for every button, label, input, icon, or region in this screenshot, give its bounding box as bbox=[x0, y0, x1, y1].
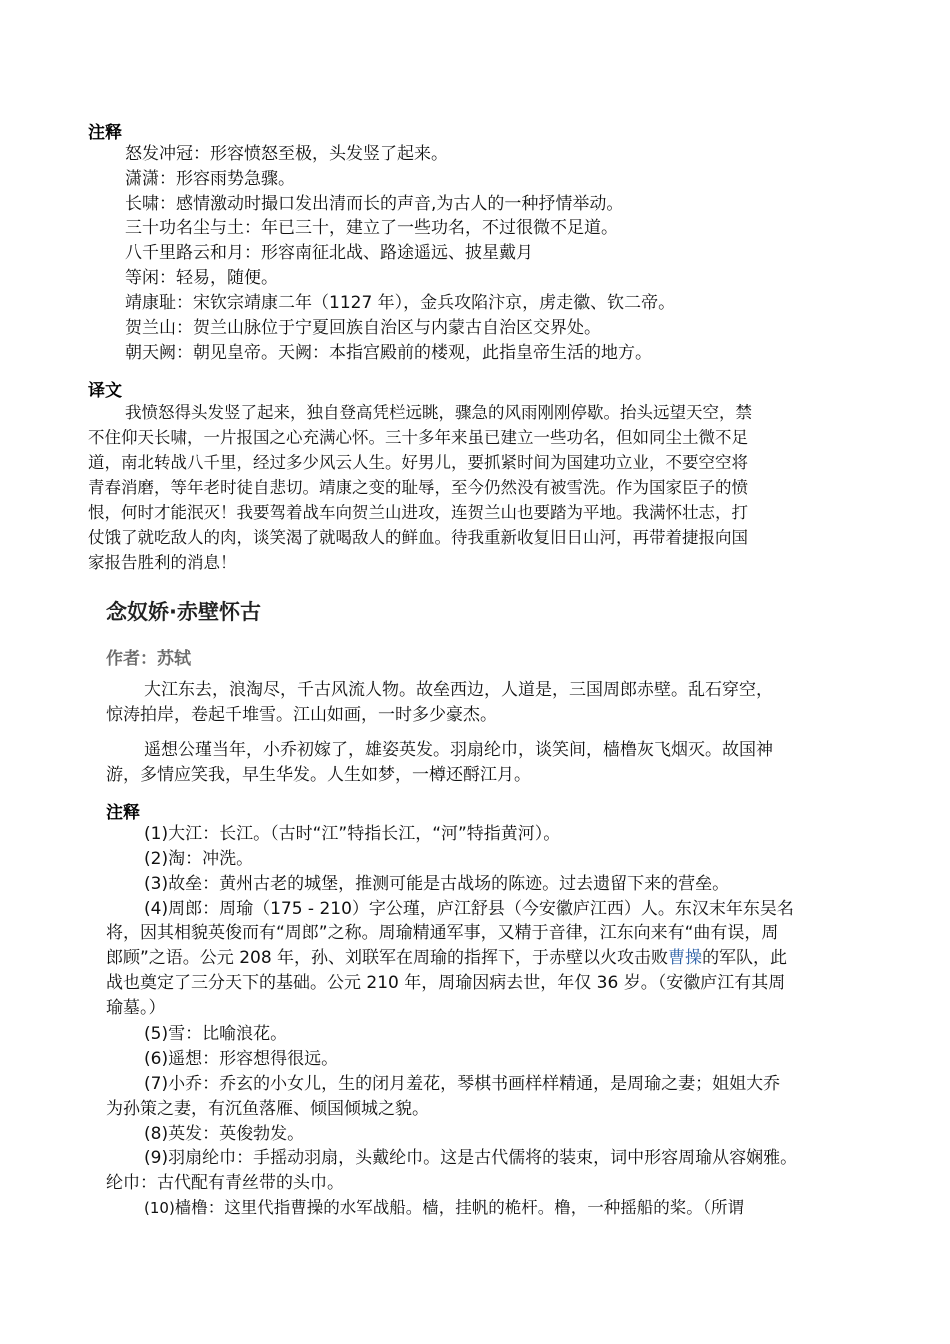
translation-line: 道，南北转战八千里，经过多少风云人生。好男儿，要抓紧时间为国建功立业，不要空空将 bbox=[88, 453, 748, 472]
note-line: (8)英发：英俊勃发。 bbox=[144, 1124, 305, 1144]
note-line: 怒发冲冠：形容愤怒至极，头发竖了起来。 bbox=[125, 144, 448, 164]
poem-line: 遥想公瑾当年，小乔初嫁了，雄姿英发。羽扇纶巾，谈笑间，樯橹灰飞烟灭。故国神 bbox=[144, 740, 773, 760]
translation-line: 仗饿了就吃敌人的肉，谈笑渴了就喝敌人的鲜血。待我重新收复旧日山河，再带着捷报向国 bbox=[88, 528, 748, 547]
note-line: 战也奠定了三分天下的基础。公元 210 年，周瑜因病去世，年仅 36 岁。（安徽庐江有其周 bbox=[106, 973, 786, 993]
note-line: 潇潇：形容雨势急骤。 bbox=[125, 169, 295, 189]
note-line bbox=[106, 946, 787, 970]
note-line: (2)淘：冲洗。 bbox=[144, 849, 254, 869]
translation-heading: 译文 bbox=[88, 381, 122, 401]
note-line: 等闲：轻易，随便。 bbox=[125, 268, 278, 288]
note-line: 为孙策之妻，有沉鱼落雁、倾国倾城之貌。 bbox=[106, 1099, 429, 1119]
note-line: 靖康耻：宋钦宗靖康二年（1127 年），金兵攻陷汴京，虏走徽、钦二帝。 bbox=[125, 293, 676, 313]
poem-line: 大江东去，浪淘尽，千古风流人物。故垒西边，人道是，三国周郎赤壁。乱石穿空， bbox=[144, 680, 773, 700]
note-line: 贺兰山：贺兰山脉位于宁夏回族自治区与内蒙古自治区交界处。 bbox=[125, 318, 601, 338]
translation-line: 家报告胜利的消息！ bbox=[88, 553, 237, 572]
note-line: 将，因其相貌英俊而有“周郎”之称。周瑜精通军事，又精于音律，江东向来有“曲有误，周 bbox=[106, 923, 779, 943]
note-text: 的军队，此 bbox=[702, 948, 788, 968]
translation-line: 青春消磨，等年老时徒自悲切。靖康之变的耻辱，至今仍然没有被雪洗。作为国家臣子的愤 bbox=[88, 478, 748, 497]
translation-line: 不住仰天长啸，一片报国之心充满心怀。三十多年来虽已建立一些功名，但如同尘土微不足 bbox=[88, 428, 748, 447]
note-line: (1)大江：长江。（古时“江”特指长江，“河”特指黄河）。 bbox=[144, 824, 561, 844]
note-line: (5)雪：比喻浪花。 bbox=[144, 1024, 288, 1044]
translation-line: 我愤怒得头发竖了起来，独自登高凭栏远眺，骤急的风雨刚刚停歇。抬头远望天空，禁 bbox=[125, 403, 752, 422]
note-line: 瑜墓。） bbox=[106, 998, 166, 1018]
notes-heading-1: 注释 bbox=[88, 123, 122, 143]
note-line: 朝天阙：朝见皇帝。天阙：本指宫殿前的楼观，此指皇帝生活的地方。 bbox=[125, 343, 652, 363]
note-line: 八千里路云和月：形容南征北战、路途遥远、披星戴月 bbox=[125, 243, 533, 263]
poem-author: 作者：苏轼 bbox=[106, 649, 191, 669]
note-line: (9)羽扇纶巾：手摇动羽扇，头戴纶巾。这是古代儒将的装束，词中形容周瑜从容娴雅。 bbox=[144, 1148, 798, 1168]
poem-title: 念奴娇·赤壁怀古 bbox=[106, 600, 261, 624]
notes-heading-2: 注释 bbox=[106, 803, 140, 823]
note-text: 樯橹：这里代指曹操的水军战船。樯，挂帆的桅杆。橹，一种摇船的桨。（所谓 bbox=[174, 1198, 745, 1217]
poem-line: 游，多情应笑我，早生华发。人生如梦，一樽还酹江月。 bbox=[106, 765, 531, 785]
note-line: (4)周郎：周瑜（175 - 210）字公瑾，庐江舒县（今安徽庐江西）人。东汉末年东吴名 bbox=[144, 899, 794, 919]
note-line: 纶巾：古代配有青丝带的头巾。 bbox=[106, 1173, 344, 1193]
note-line: 三十功名尘与土：年已三十，建立了一些功名，不过很微不足道。 bbox=[125, 218, 618, 238]
note-line: (7)小乔：乔玄的小女儿，生的闭月羞花，琴棋书画样样精通，是周瑜之妻；姐姐大乔 bbox=[144, 1074, 781, 1094]
note-line: (6)遥想：形容想得很远。 bbox=[144, 1049, 339, 1069]
translation-line: 恨，何时才能泯灭！我要驾着战车向贺兰山进攻，连贺兰山也要踏为平地。我满怀壮志，打 bbox=[88, 503, 748, 522]
note-line bbox=[144, 1196, 744, 1220]
poem-line: 惊涛拍岸，卷起千堆雪。江山如画，一时多少豪杰。 bbox=[106, 705, 497, 725]
note-text: 郎顾”之语。公元 208 年，孙、刘联军在周瑜的指挥下，于赤壁以火攻击败 bbox=[106, 948, 669, 968]
cao-cao-link[interactable]: 曹操 bbox=[668, 948, 703, 968]
note-line: 长啸：感情激动时撮口发出清而长的声音,为古人的一种抒情举动。 bbox=[125, 194, 624, 214]
note-number: (10) bbox=[144, 1199, 175, 1217]
note-line: (3)故垒：黄州古老的城堡，推测可能是古战场的陈迹。过去遗留下来的营垒。 bbox=[144, 874, 730, 894]
